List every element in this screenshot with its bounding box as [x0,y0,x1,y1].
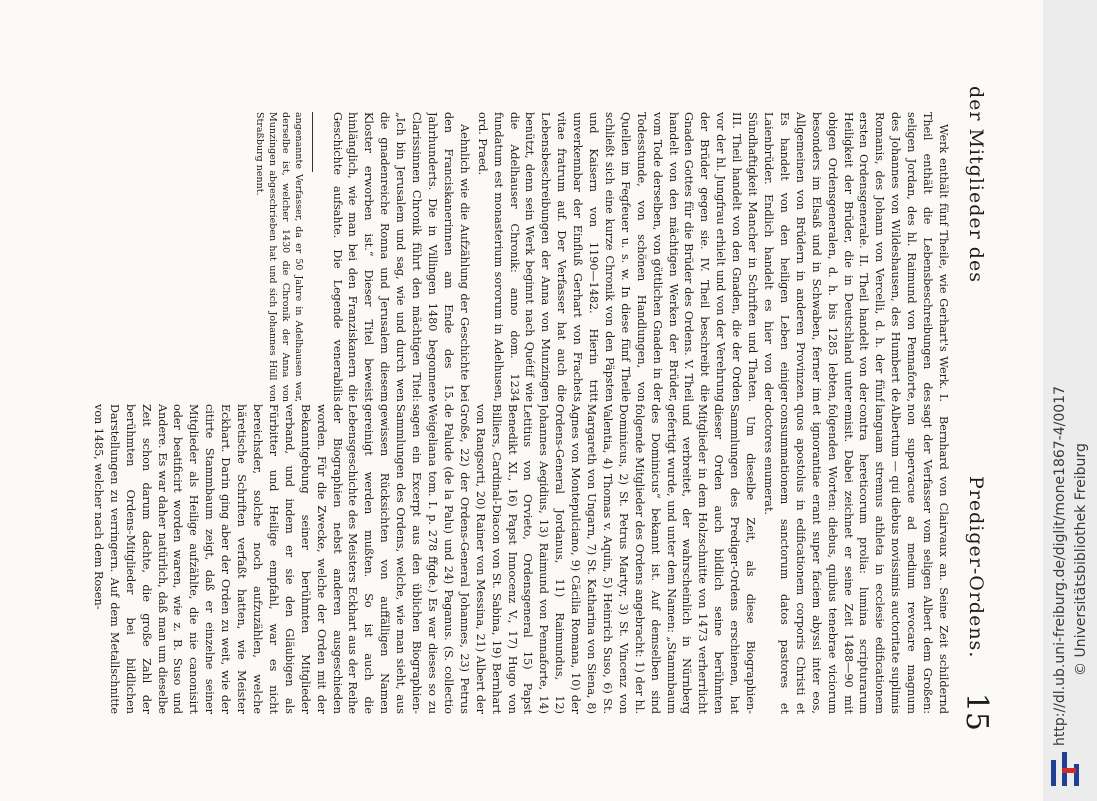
paragraph: Um dieselbe Zeit, als diese Biographien-Sammlungen des Prediger-Ordens erschienen, hat dieser Orden auch bildlich seine berühmten Mitglieder in dem Holzschnitte von 1473 verherrlicht und verbreitet, der wahrscheinlich in Nürnberg gefertigt wurde, und unter dem Namen: „Stammbaum des Dominicus“ bekannt ist. Auf demselben sind folgende Mitglieder des Ordens angebracht: 1) der hl. Dominicus, 2) St. Petrus Martyr, 3) St. Vincenz von Valentia, 4) Thomas v. Aquin, 5) Heinrich Suso, 6) St. Margareth von Ungarn, 7) St. Katharina von Siena, 8) Agnes von Montepulciano, 9) Cäcilia Romana, 10) der Ordens-General Jordanus, 11) Raimundus, 12) Johannes Aegidius, 13) Raimund von Pennaforte, 14) Letitius von Orvieto, Ordensgeneral 15) Papst Benedikt XI., 16) Papst Innocenz V., 17) Hugo von Billiers, Cardinal-Diacon von St. Sabina, 19) Bernhart von Rangsorti, 20) Rainer von Messina, 21) Albert der Große, 22) der Ordens-General Johannes, 23) Petrus de Palude (de la Palu) und 24) Paganus. (S. collectio Weigeliana tom. I. p. 278 ffgde.) Es war dieses so zu sagen ein Excerpt aus den üblichen Biographien-Sammlungen des Ordens, welche, wie man sieht, aus gewissen Rücksichten von auffälligen Namen gereinigt werden mußten. So ist auch die Lebensgeschichte des Meisters Eckhart aus der Reihe der Biographien nebst anderen ausgeschieden worden. Für die Zwecke, welche der Orden mit der Bekanntgebung seiner berühmten Mitglieder verband, und indem er sie den Gläubigen als Fürbitter und Heilige empfahl, war es nicht bereichsder, solche noch aufzuzählen, welche häretische Schriften verfaßt hatten, wie Meister Eckhart. Darin ging aber der Orden zu weit, wie der citirte Stammbaum zeigt, daß er einzelne seiner Mitglieder als Heilige aufzählte, die nie canonisirt oder beatificirt worden waren, wie z. B. Suso und Andere. Es war daher natürlich, daß man um dieselbe Zeit schon darum dachte, die große Zahl der berühmten Ordens-Mitglieder bei bildlichen Darstellungen zu verringern. Auf dem Metallschnitte von 1485, welcher nach dem Rosen- [91,404,758,714]
page-header [955,86,1015,731]
footnote: angenannte Verfasser, da er 50 Jahre in Adelhausen war, derselbe ist, welcher 1430 die Chronik der Anna von Munzingen abgeschrieben hat und sich Johannes Hüll von Straßburg nennt. [254,112,304,402]
page-number: 15 [959,692,994,731]
paragraph: Werk enthält fünf Theile, wie Gerhart's Werk. I. Theil enthält die Lebensbeschreibungen des seligen Jordan, des hl. Raimund von Pennaforte, des Johannes von Wildeshausen, des Humbert de Romanis, des Johann von Vercelli, d. h. der fünf ersten Ordensgenerale. II. Theil handelt von der Heiligkeit der Brüder, die in Deutschland unter obigen Ordensgeneralen, d. h. bis 1285 lebten, besonders im Elsaß und in Schwaben, ferner im Allgemeinen von Brüdern in anderen Provinzen. Es handelt von den heiligen Leben einiger Laienbrüder. Endlich handelt es hier von der Sündhaftigkeit Mancher in Schriften und Thaten. III. Theil handelt von den Gnaden, die der Orden vor der hl. Jungfrau erhielt und von der Verehrung der Brüder gegen sie. IV. Theil beschreibt die Gnaden Gottes für die Brüder des Ordens. V. Theil handelt von den mächtigen Werken der Brüder, vom Tode derselben, von göttlichen Gnaden in der Todesstunde, von schönen Handlungen, von Quellen im Fegfeuer u. s. w. In diese fünf Theile schließt sich eine kurze Chronik von den Päpsten und Kaisern von 1190—1482. Hierin tritt unverkennbar der Einfluß Gerhart von Frachets vitae fratrum auf. Der Verfasser hat auch die Lebensbeschreibungen der Anna von Munzingen benützt, denn sein Werk beginnt nach Quétif wie die Adelhauser Chronik: anno dom. 1234 fundatum est monasterium sororum in Adelhusen, ord. Praed. [475,112,950,402]
paragraph: Aehnlich wie die Aufzählung der Geschichte bei den Franciskanerinnen am Ende des 15. Jahrhunderts. Die in Villingen 1480 begonnene Clarissinnen Chronik führt den mächtigen Titel: „Ich bin Jerusalem und sag, wie und durch wen die gnadenreiche Ronna und Jerusalem diesem Kloster erworben ist.“ Dieser Titel beweist hinlänglich, wie man bei den Franziskanern die Geschichte aufsahte. Die Legende venerabilis [331,112,471,402]
source-url-link[interactable]: http://dl.ub.uni-freiburg.de/diglit/mone1867-4/0017 [1052,386,1068,746]
logo-bar-right [1074,764,1079,786]
right-column [71,404,951,714]
running-title-left: der Mitglieder des [965,86,987,283]
left-column [331,112,951,402]
running-title-right: Prediger-Ordens. [965,476,987,659]
logo-bar-left [1051,760,1056,786]
library-logo-icon [1047,748,1091,792]
footnote-rule [312,112,313,172]
paragraph: Bernhard von Clairvaux an. Seine Zeit schildernd sagt der Verfasser vom seligen Albert dem Großen: non supervacue ad medium revocare magnum Albertum — qui diebus novissimis auctoritate suplimis languam stremus athleta in ecclesie edificationem contra hereticorum prolia: lumina scripturarum emisit. Dabei zeichnet er seine Zeit 1488—90 mit folgenden Worten: diebus, quibus tenebrae viciorum et ignorantiae erant super faciem abyssi inter eos, quos apostolus in edificationem corporis Christi et consummationem sanctorum datos pastores et doctores enumerat. [762,404,950,714]
copyright-notice: © Universitätsbibliothek Freiburg [1073,443,1089,676]
logo-accent [1062,768,1076,773]
